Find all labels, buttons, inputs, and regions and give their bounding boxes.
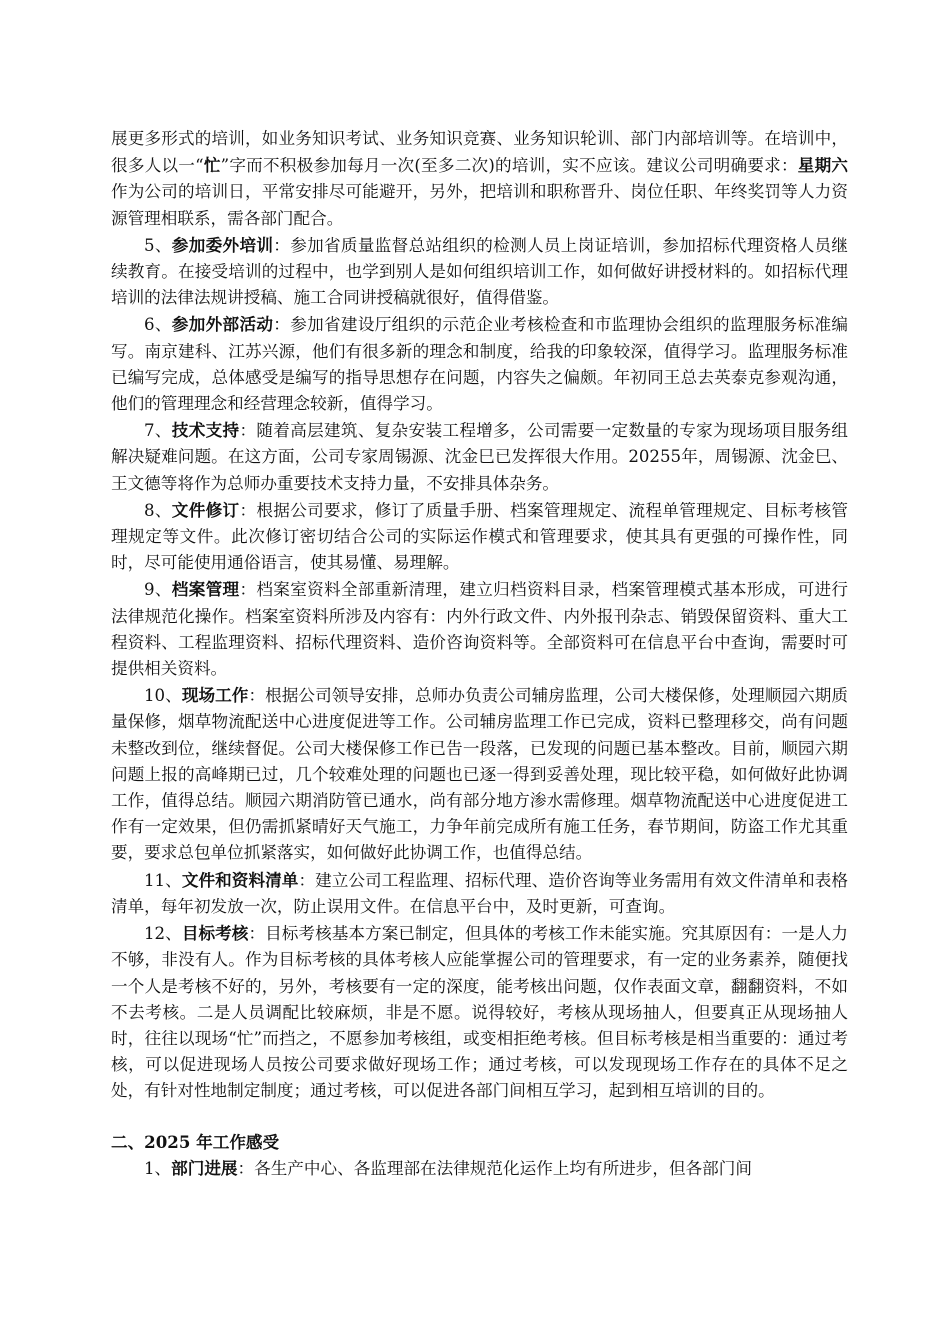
item-text: ：参加省质量监督总站组织的检测人员上岗证培训，参加招标代理资格人员继续教育。在接受培训的过程中，也学到别人是如何组织培训工作，如何做好讲授材料的。如招标代理培训的法律法规讲授稿、施工合同讲授稿就很好，值得借鉴。 [111,235,849,308]
item-title: 技术支持 [171,420,240,441]
item-text: ：建立公司工程监理、招标代理、造价咨询等业务需用有效文件清单和表格清单，每年初发放一次，防止误用文件。在信息平台中，及时更新，可查询。 [111,870,849,916]
item-number: 7、 [144,421,172,441]
item-number: 5、 [144,235,172,255]
item-12-paragraph [111,920,848,1104]
item-number: 1、 [144,1158,172,1178]
intro-text-2: ”字而不积极参加每月一次(至多二次)的培训，实不应该。建议公司明确要求： [220,156,798,176]
item-7-paragraph [111,417,848,497]
item-6-paragraph [111,311,848,417]
item-10-paragraph [111,682,848,866]
item-8-paragraph [111,497,848,577]
item-number: 10、 [144,686,182,706]
item-number: 6、 [144,315,172,335]
item-text: ：根据公司要求，修订了质量手册、档案管理规定、流程单管理规定、目标考核管理规定等文件。此次修订密切结合公司的实际运作模式和管理要求，使其具有更强的可操作性，同时，尽可能使用通俗语言，使其易懂、易理解。 [111,500,849,573]
section-2-heading: 二、2025 年工作感受 [111,1131,280,1152]
item-title: 参加委外培训 [171,234,274,255]
item-9-paragraph [111,576,848,682]
item-title: 文件和资料清单 [181,869,299,890]
item-text: ：各生产中心、各监理部在法律规范化运作上均有所进步，但各部门间 [237,1158,752,1178]
item-11-paragraph [111,867,848,920]
item-text: ：档案室资料全部重新清理，建立归档资料目录，档案管理模式基本形成，可进行法律规范化操作。档案室资料所涉及内容有：内外行政文件、内外报刊杂志、销毁保留资料、重大工程资料、工程监理资料、招标代理资料、造价咨询资料等。全部资料可在信息平台中查询，需要时可提供相关资料。 [111,580,849,679]
item-title: 现场工作 [181,685,249,706]
item-number: 11、 [144,870,182,890]
item-text: ：根据公司领导安排，总师办负责公司辅房监理，公司大楼保修，处理顺园六期质量保修，烟草物流配送中心进度促进等工作。公司辅房监理工作已完成，资料已整理移交，尚有问题未整改到位，继续督促。公司大楼保修工作已告一段落，已发现的问题已基本整改。目前，顺园六期问题上报的高峰期已过，几个较难处理的问题也已逐一得到妥善处理，现比较平稳，如何做好此协调工作，值得总结。顺园六期消防管已通水，尚有部分地方渗水需修理。烟草物流配送中心进度促进工作有一定效果，但仍需抓紧晴好天气施工，力争年前完成所有施工任务，春节期间，防盗工作尤其重要，要求总包单位抓紧落实，如何做好此协调工作，也值得总结。 [111,686,849,863]
item-number: 8、 [144,500,172,520]
item-title: 参加外部活动 [171,314,274,335]
intro-paragraph [111,126,848,232]
item-title: 部门进展 [171,1157,238,1178]
item-5-paragraph [111,232,848,312]
section-spacer [111,1105,848,1129]
intro-bold-1: 忙 [203,155,221,176]
item-title: 档案管理 [171,579,240,600]
item-text: ：目标考核基本方案已制定，但具体的考核工作未能实施。究其原因有：一是人力不够，非没有人。作为目标考核的具体考核人应能掌握公司的管理要求，有一定的业务素养，随便找一个人是考核不好的，另外，考核要有一定的深度，能考核出问题，仅作表面文章，翻翻资料，不如不去考核。二是人员调配比较麻烦，非是不愿。说得较好，考核从现场抽人，但要真正从现场抽人时，往往以现场“忙”而挡之，不愿参加考核组，或变相拒绝考核。但目标考核是相当重要的：通过考核，可以促进现场人员按公司要求做好现场工作；通过考核，可以发现现场工作存在的具体不足之处，有针对性地制定制度；通过考核，可以促进各部门间相互学习，起到相互培训的目的。 [111,924,849,1101]
item-title: 文件修订 [171,499,240,520]
item-text: ：参加省建设厅组织的示范企业考核检查和市监理协会组织的监理服务标准编写。南京建科、江苏兴源，他们有很多新的理念和制度，给我的印象较深，值得学习。监理服务标准已编写完成，总体感受是编写的指导思想存在问题，内容失之偏颇。年初同王总去英泰克参观沟通，他们的管理理念和经营理念较新，值得学习。 [111,315,849,414]
item-number: 9、 [144,580,172,600]
intro-bold-2: 星期六 [797,155,849,176]
item-text: ：随着高层建筑、复杂安装工程增多，公司需要一定数量的专家为现场项目服务组解决疑难问题。在这方面，公司专家周锡源、沈金巳已发挥很大作用。20255年，周锡源、沈金巳、王文德等将作为总师办重要技术支持力量，不安排具体杂务。 [111,421,849,493]
intro-text-1: 展更多形式的培训，如业务知识考试、业务知识竞赛、业务知识轮训、部门内部培训等。在培训中，很多人以一“ [111,129,848,176]
item-number: 12、 [144,924,182,944]
item-title: 目标考核 [181,923,249,944]
section-2-item-1-paragraph [111,1155,848,1182]
document-page [111,126,848,1182]
intro-text-3: 作为公司的培训日，平常安排尽可能避开，另外，把培训和职称晋升、岗位任职、年终奖罚等人力资源管理相联系，需各部门配合。 [111,182,848,228]
